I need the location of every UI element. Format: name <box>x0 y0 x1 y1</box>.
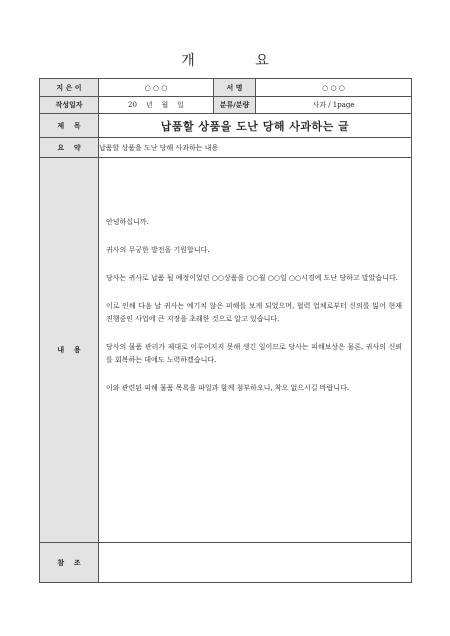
category-label: 분류/분량 <box>214 97 256 114</box>
content-label: 내 용 <box>40 158 99 543</box>
page-title: 개 요 <box>181 53 297 69</box>
summary-value: 납품할 상품을 도난 당해 사과하는 내용 <box>99 138 412 158</box>
content-paragraph-2: 귀사의 무궁한 발전을 기원합니다. <box>106 246 210 254</box>
author-label: 지 은 이 <box>40 79 99 97</box>
content-paragraph-3: 당사는 귀사로 납품 될 예정이었던 ○○상품을 ○○월 ○○일 ○○시경에 도난 당하고 말았습니다. <box>106 274 398 282</box>
date-value: 20 년 월 일 <box>99 97 214 114</box>
subject-value <box>99 114 412 138</box>
subject-label: 제 목 <box>40 114 99 138</box>
reference-value <box>99 543 412 583</box>
content-paragraph-4: 이로 인해 다음 날 귀사는 예기치 않은 피해를 보게 되었으며, 협력 업체로부터 신의를 잃어 현재 진행중인 사업에 큰 지장을 초래한 것으로 알고 있습니다. <box>106 302 402 323</box>
summary-label: 요 약 <box>40 138 99 158</box>
content-paragraph-6: 이와 관련된 피해 물품 목록을 파일과 함께 첨부하오니, 착오 없으시길 바랍니다. <box>106 384 350 392</box>
sign-value: ○ ○ ○ <box>256 79 412 97</box>
date-label: 작성일자 <box>40 97 99 114</box>
author-value: ○ ○ ○ <box>99 79 214 97</box>
reference-label: 참 조 <box>40 543 99 583</box>
summary-table <box>39 78 412 583</box>
subject-text: 납품할 상품을 도난 당해 사과하는 글 <box>160 119 350 133</box>
category-value: 사과 / 1page <box>256 97 412 114</box>
content-paragraph-1: 안녕하십니까. <box>106 218 149 226</box>
content-body <box>99 158 412 543</box>
content-paragraph-5: 당사의 물품 관리가 제대로 이루어지지 못해 생긴 일이므로 당사는 피해보상은 물론, 귀사의 신뢰를 회복하는 데에도 노력하겠습니다. <box>106 343 402 364</box>
sign-label: 서 명 <box>214 79 256 97</box>
